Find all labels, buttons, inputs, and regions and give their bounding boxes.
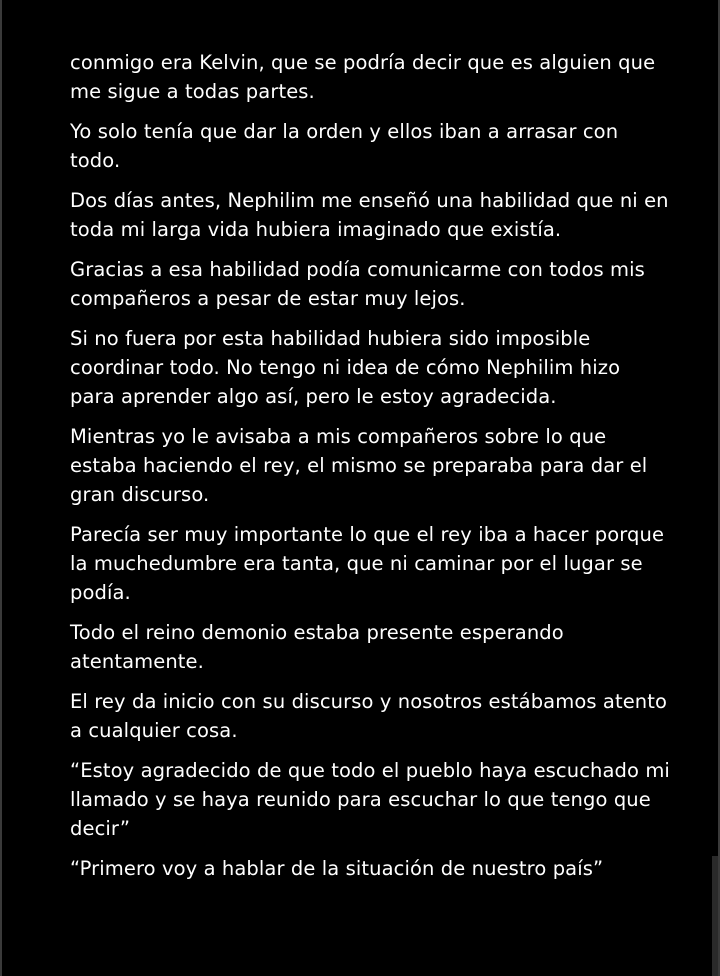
paragraph: conmigo era Kelvin, que se podría decir que es alguien que me sigue a todas partes. (70, 51, 656, 103)
paragraph: Si no fuera por esta habilidad hubiera sido imposible coordinar todo. No tengo ni idea de cómo Nephilim hizo para aprender algo así, pero le estoy agradecida. (70, 327, 621, 408)
scroll-edge-strip (712, 856, 718, 976)
paragraph: El rey da inicio con su discurso y nosotros estábamos atento a cualquier cosa. (70, 690, 668, 742)
paragraph: “Primero voy a hablar de la situación de nuestro país” (70, 857, 604, 880)
paragraph: Gracias a esa habilidad podía comunicarme con todos mis compañeros a pesar de estar muy lejos. (70, 258, 645, 310)
left-border (0, 0, 2, 976)
paragraph: Dos días antes, Nephilim me enseñó una habilidad que ni en toda mi larga vida hubiera imaginado que existía. (70, 189, 669, 241)
paragraph: Mientras yo le avisaba a mis compañeros sobre lo que estaba haciendo el rey, el mismo se preparaba para dar el gran discurso. (70, 425, 648, 506)
paragraph: “Estoy agradecido de que todo el pueblo haya escuchado mi llamado y se haya reunido para escuchar lo que tengo que decir” (70, 759, 670, 840)
paragraph: Parecía ser muy importante lo que el rey iba a hacer porque la muchedumbre era tanta, que ni caminar por el lugar se podía. (70, 523, 665, 604)
text-body (70, 48, 670, 894)
paragraph: Todo el reino demonio estaba presente esperando atentamente. (70, 621, 564, 673)
paragraph: Yo solo tenía que dar la orden y ellos iban a arrasar con todo. (70, 120, 619, 172)
